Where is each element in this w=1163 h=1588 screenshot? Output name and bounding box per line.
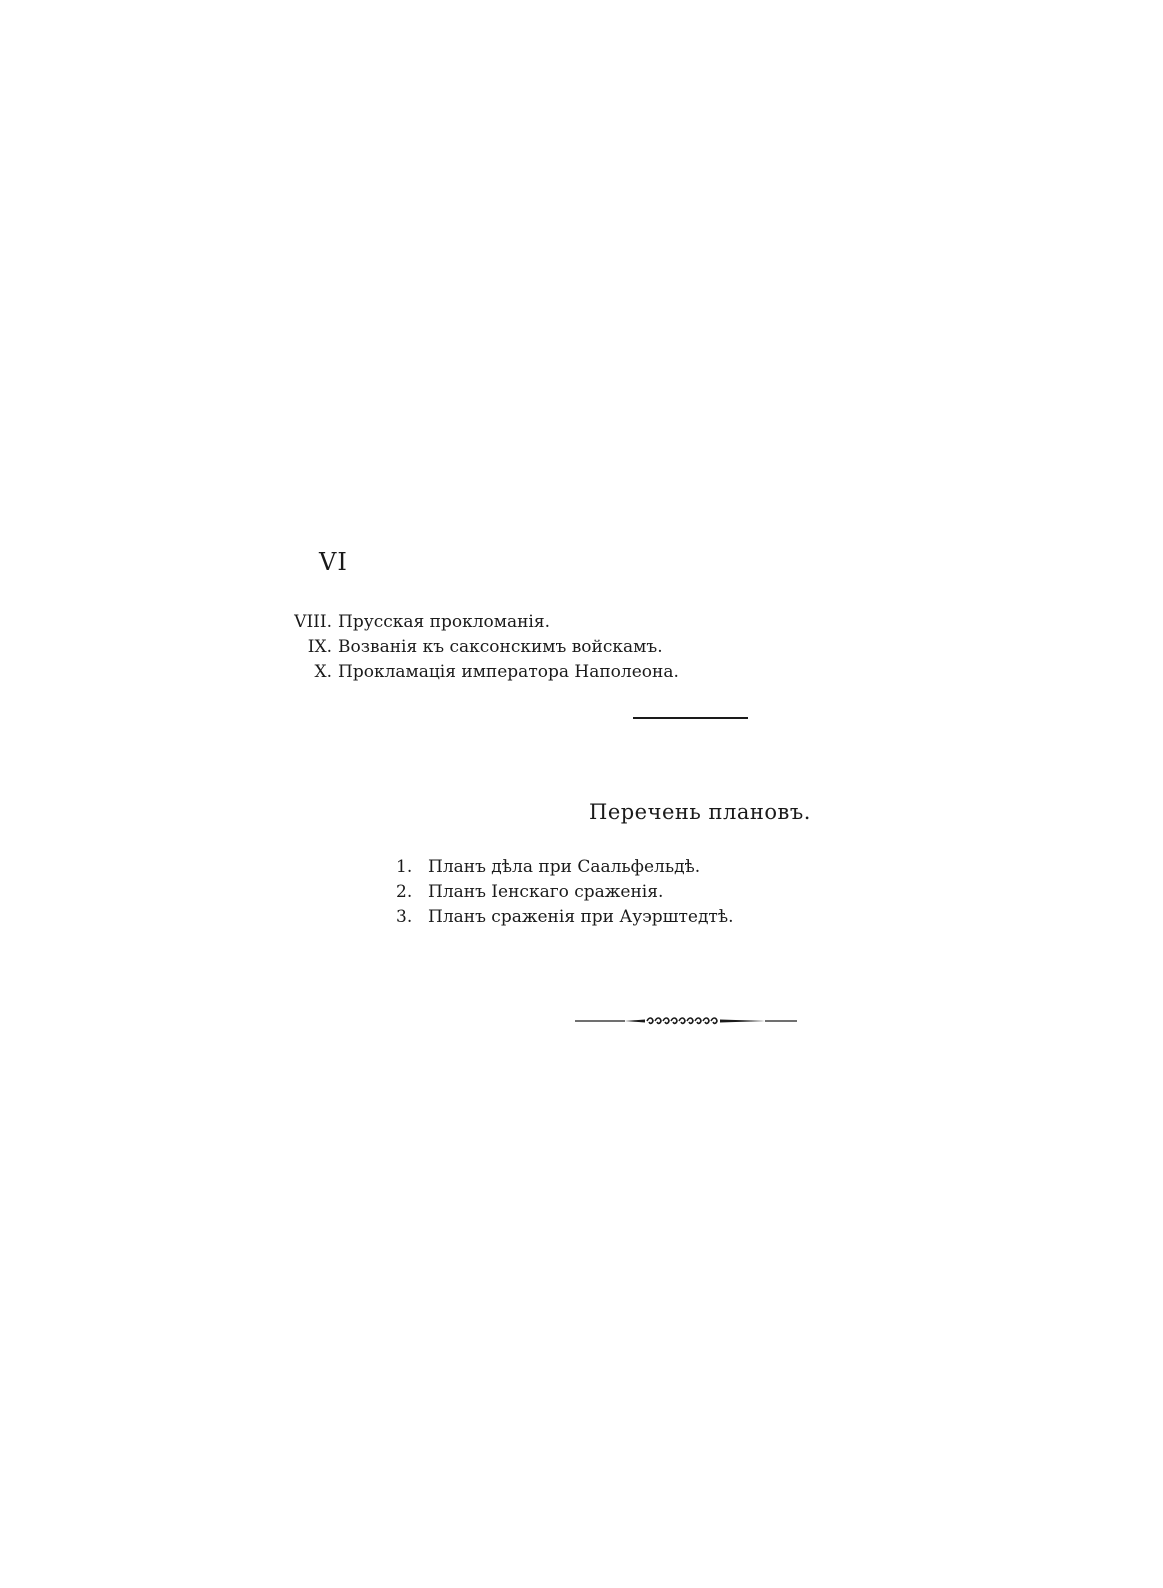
page-number: VI bbox=[319, 548, 348, 576]
appendix-list bbox=[283, 610, 679, 685]
section-divider bbox=[633, 717, 748, 719]
list-item bbox=[396, 855, 733, 880]
item-number: 2. bbox=[396, 882, 413, 902]
list-item bbox=[396, 905, 733, 930]
item-number: 3. bbox=[396, 907, 413, 927]
item-text: Планъ Іенскаго сраженія. bbox=[428, 882, 664, 902]
list-item bbox=[283, 635, 679, 660]
ornament-divider-icon bbox=[575, 1015, 797, 1027]
list-item bbox=[283, 610, 679, 635]
item-text: Прусская прокломанія. bbox=[338, 612, 551, 632]
item-text: Планъ дѣла при Саальфельдѣ. bbox=[428, 857, 701, 877]
item-text: Возванія къ саксонскимъ войскамъ. bbox=[338, 637, 663, 657]
list-item bbox=[396, 880, 733, 905]
item-number: VIII. bbox=[294, 612, 332, 632]
item-text: Планъ сраженія при Ауэрштедтѣ. bbox=[428, 907, 734, 927]
list-item bbox=[283, 660, 679, 685]
plans-list bbox=[396, 855, 733, 930]
item-text: Прокламація императора Наполеона. bbox=[338, 662, 679, 682]
item-number: 1. bbox=[396, 857, 413, 877]
item-number: X. bbox=[314, 662, 332, 682]
plans-heading: Перечень плановъ. bbox=[589, 800, 811, 824]
item-number: IX. bbox=[307, 637, 332, 657]
